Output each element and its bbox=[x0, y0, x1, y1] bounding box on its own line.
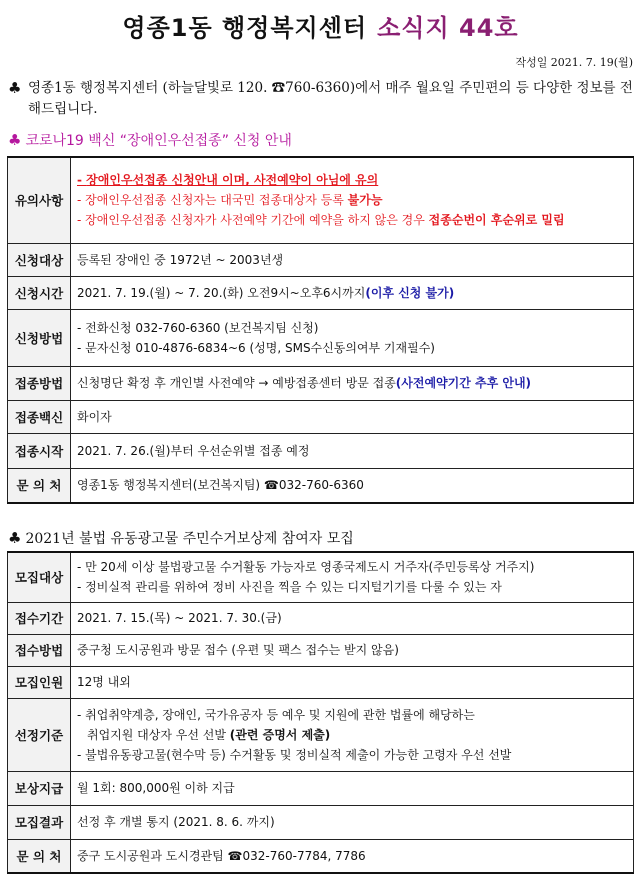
row-label: 접수기간 bbox=[8, 602, 71, 634]
vaccine-info-table bbox=[7, 156, 634, 504]
row-content bbox=[71, 157, 634, 243]
notice-line: - 장애인우선접종 신청자는 대국민 접종대상자 등록 불가능 bbox=[77, 193, 383, 208]
table-row bbox=[8, 243, 634, 276]
row-content: 월 1회: 800,000원 이하 지급 bbox=[71, 771, 634, 805]
table-row bbox=[8, 157, 634, 243]
club-bullet-icon: ♣ bbox=[8, 529, 22, 547]
row-label: 모집인원 bbox=[8, 666, 71, 698]
section-heading-text: 코로나19 백신 “장애인우선접종” 신청 안내 bbox=[25, 133, 292, 149]
row-label: 접종방법 bbox=[8, 366, 71, 400]
row-content: 2021. 7. 15.(목) ~ 2021. 7. 30.(금) bbox=[71, 602, 634, 634]
row-label: 신청방법 bbox=[8, 309, 71, 366]
table-row bbox=[8, 666, 634, 698]
intro-paragraph bbox=[8, 78, 636, 120]
row-content: 2021. 7. 26.(월)부터 우선순위별 접종 예정 bbox=[71, 433, 634, 468]
row-content: - 전화신청 032-760-6360 (보건복지팀 신청) - 문자신청 010-4876-6834~6 (성명, SMS수신동의여부 기재필수) bbox=[71, 309, 634, 366]
table-row bbox=[8, 366, 634, 400]
row-label: 문 의 처 bbox=[8, 468, 71, 503]
row-label: 신청대상 bbox=[8, 243, 71, 276]
table-row bbox=[8, 276, 634, 309]
notice-line: - 장애인우선접종 신청안내 이며, 사전예약이 아님에 유의 bbox=[77, 173, 379, 188]
table-row bbox=[8, 805, 634, 839]
row-content: 화이자 bbox=[71, 400, 634, 433]
notice-line: - 장애인우선접종 신청자가 사전예약 기간에 예약을 하지 않은 경우 접종순번이 후순위로 밀림 bbox=[77, 213, 565, 228]
title-main: 영종1동 행정복지센터 bbox=[122, 14, 368, 42]
row-content: 선정 후 개별 통지 (2021. 8. 6. 까지) bbox=[71, 805, 634, 839]
row-label: 모집결과 bbox=[8, 805, 71, 839]
row-label: 선정기준 bbox=[8, 698, 71, 771]
row-label: 모집대상 bbox=[8, 552, 71, 602]
row-label: 신청시간 bbox=[8, 276, 71, 309]
table-row bbox=[8, 552, 634, 602]
section-heading-ad-reward bbox=[8, 528, 354, 548]
row-content: 중구 도시공원과 도시경관팀 ☎032-760-7784, 7786 bbox=[71, 839, 634, 873]
row-label: 접수방법 bbox=[8, 634, 71, 666]
row-label: 문 의 처 bbox=[8, 839, 71, 873]
table-row bbox=[8, 309, 634, 366]
row-content: 영종1동 행정복지센터(보건복지팀) ☎032-760-6360 bbox=[71, 468, 634, 503]
section-heading-text: 2021년 불법 유동광고물 주민수거보상제 참여자 모집 bbox=[25, 531, 354, 547]
newsletter-title bbox=[0, 8, 641, 43]
club-bullet-icon: ♣ bbox=[8, 131, 22, 149]
written-date: 작성일 2021. 7. 19(월) bbox=[515, 56, 633, 69]
intro-text: 영종1동 행정복지센터 (하늘달빛로 120. ☎760-6360)에서 매주 월요일 주민편의 등 다양한 정보를 전해드립니다. bbox=[28, 80, 633, 117]
row-content: 등록된 장애인 중 1972년 ~ 2003년생 bbox=[71, 243, 634, 276]
title-highlight: 소식지 44호 bbox=[377, 14, 519, 42]
row-content: 신청명단 확정 후 개인별 사전예약 → 예방접종센터 방문 접종(사전예약기간 추후 안내) bbox=[71, 366, 634, 400]
section-heading-vaccine bbox=[8, 130, 292, 150]
row-label: 유의사항 bbox=[8, 157, 71, 243]
table-row bbox=[8, 433, 634, 468]
table-row bbox=[8, 400, 634, 433]
club-bullet-icon: ♣ bbox=[8, 79, 22, 97]
row-content: 12명 내외 bbox=[71, 666, 634, 698]
table-row bbox=[8, 698, 634, 771]
row-content: - 만 20세 이상 불법광고물 수거활동 가능자로 영종국제도시 거주자(주민등록상 거주지) - 정비실적 관리를 위하여 정비 사진을 찍을 수 있는 디지털기기를 다룰 수 있는 자 bbox=[71, 552, 634, 602]
row-content: 2021. 7. 19.(월) ~ 7. 20.(화) 오전9시~오후6시까지(이후 신청 불가) bbox=[71, 276, 634, 309]
row-label: 접종백신 bbox=[8, 400, 71, 433]
row-label: 접종시작 bbox=[8, 433, 71, 468]
table-row bbox=[8, 602, 634, 634]
row-content: 중구청 도시공원과 방문 접수 (우편 및 팩스 접수는 받지 않음) bbox=[71, 634, 634, 666]
table-row bbox=[8, 468, 634, 503]
ad-reward-table bbox=[7, 551, 634, 874]
row-label: 보상지급 bbox=[8, 771, 71, 805]
table-row bbox=[8, 771, 634, 805]
row-content: - 취업취약계층, 장애인, 국가유공자 등 예우 및 지원에 관한 법률에 해당하는 취업지원 대상자 우선 선발 (관련 증명서 제출) - 불법유동광고물(현수막 등) 수거활동 및 정비실적 제출이 가능한 고령자 우선 선발 bbox=[71, 698, 634, 771]
table-row bbox=[8, 634, 634, 666]
table-row bbox=[8, 839, 634, 873]
